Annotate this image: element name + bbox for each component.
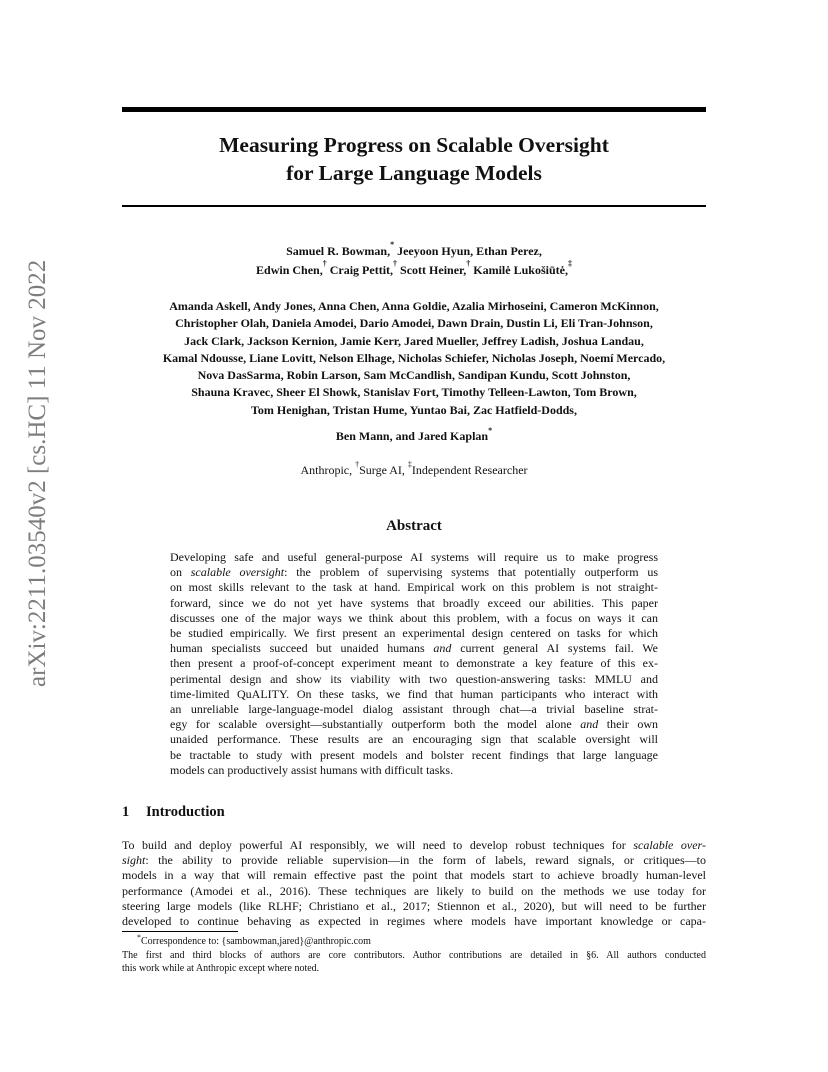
author-block — [100, 298, 728, 419]
author-line: Christopher Olah, Daniela Amodei, Dario Amodei, Dawn Drain, Dustin Li, Eli Tran-Johnson, — [175, 316, 653, 331]
abstract-line: egy for scalable oversight—substantially outperform both the model alone and their own — [170, 717, 658, 732]
abstract-line: models can productively assist humans with difficult tasks. — [170, 762, 454, 777]
abstract-line: discusses one of the major ways we think about this problem, with a focus on ways it can — [170, 610, 658, 625]
intro-line: To build and deploy powerful AI responsibly, we will need to develop robust techniques for scalable over- — [122, 838, 706, 852]
abstract-line: Developing safe and useful general-purpose AI systems will require us to make progress — [170, 550, 658, 564]
title-bottom-rule — [122, 205, 706, 207]
section-number: 1 — [122, 804, 130, 820]
abstract-body — [170, 550, 658, 778]
affiliations: Anthropic, †Surge AI, ‡Independent Researcher — [300, 460, 528, 477]
abstract-line: forward, since we do not yet have systems that broadly exceed our abilities. This paper — [170, 595, 658, 610]
author-line: Nova DasSarma, Robin Larson, Sam McCandlish, Sandipan Kundu, Scott Johnston, — [197, 368, 631, 383]
intro-line: developed to continue behaving as expected in regimes where models have important knowledge or capa- — [122, 914, 706, 929]
footnote-correspondence: *Correspondence to: {sambowman,jared}@anthropic.com — [137, 933, 371, 947]
abstract-line: be studied empirically. We first present an experimental design centered on tasks for which — [170, 626, 658, 641]
footnotes — [122, 935, 706, 976]
author-line: Samuel R. Bowman,* Jeeyoon Hyun, Ethan Perez, — [286, 240, 542, 258]
abstract-line: an unreliable large-language-model dialog assistant through chat—a trivial baseline strat- — [170, 702, 658, 717]
author-line: Amanda Askell, Andy Jones, Anna Chen, Anna Goldie, Azalia Mirhoseini, Cameron McKinnon, — [169, 299, 659, 313]
title-top-rule — [122, 107, 706, 112]
abstract-line: be tractable to study with present models and bolster recent findings that large language — [170, 747, 658, 762]
intro-line: models in a way that will remain effective past the point that models start to achieve broadly human-level — [122, 868, 706, 883]
abstract-line: time-limited QuALITY. On these tasks, we find that human participants who interact with — [170, 686, 658, 701]
arxiv-identifier: arXiv:2211.03540v2 [cs.HC] 11 Nov 2022 — [24, 259, 51, 687]
author-line: Kamal Ndousse, Liane Lovitt, Nelson Elhage, Nicholas Schiefer, Nicholas Joseph, Noemí Mercado, — [162, 350, 666, 365]
abstract-line: on most skills relevant to the task at hand. Empirical work on this problem is not straight- — [170, 580, 658, 595]
senior-authors — [100, 428, 728, 445]
introduction-body — [122, 838, 706, 929]
intro-line: performance (Amodei et al., 2016). These techniques are likely to build on the methods we use today for — [122, 883, 706, 898]
paper-title — [122, 131, 706, 187]
abstract-heading: Abstract — [386, 518, 442, 534]
footnote-contributions-cont: this work while at Anthropic except where noted. — [122, 963, 320, 974]
footnote-separator — [122, 931, 238, 932]
author-line: Edwin Chen,† Craig Pettit,† Scott Heiner,† Kamilė Lukošiūtė,‡ — [256, 259, 572, 277]
title-line: for Large Language Models — [286, 161, 542, 185]
author-line: Jack Clark, Jackson Kernion, Jamie Kerr, Jared Mueller, Jeffrey Ladish, Joshua Landau, — [184, 333, 644, 348]
intro-line: steering large models (like RLHF; Christiano et al., 2017; Stiennon et al., 2020), but will need to be further — [122, 898, 706, 913]
title-line: Measuring Progress on Scalable Oversight — [219, 133, 609, 157]
author-line: Ben Mann, and Jared Kaplan* — [335, 426, 493, 443]
abstract-line: human specialists succeed but unaided humans and current general AI systems fail. We — [170, 641, 658, 656]
abstract-line: then present a proof-of-concept experiment meant to demonstrate a key feature of this ex- — [170, 656, 658, 671]
footnote-contributions: The first and third blocks of authors are core contributors. Author contributions are detailed in §6. All authors conducted — [122, 949, 706, 961]
section-heading-introduction — [122, 802, 225, 822]
lead-authors — [100, 242, 728, 280]
author-line: Shauna Kravec, Sheer El Showk, Stanislav Fort, Timothy Telleen-Lawton, Tom Brown, — [191, 385, 637, 400]
abstract-line: unaided performance. These results are an encouraging sign that scalable oversight will — [170, 732, 658, 747]
abstract-line: perimental design and show its viability with two question-answering tasks: MMLU and — [170, 671, 658, 686]
intro-line: sight: the ability to provide reliable supervision—in the form of labels, reward signals, or critiques—to — [122, 853, 706, 868]
author-line: Tom Henighan, Tristan Hume, Yuntao Bai, Zac Hatfield-Dodds, — [251, 402, 577, 417]
abstract-line: on scalable oversight: the problem of supervising systems that potentially outperform us — [170, 565, 658, 580]
section-title: Introduction — [146, 804, 225, 820]
